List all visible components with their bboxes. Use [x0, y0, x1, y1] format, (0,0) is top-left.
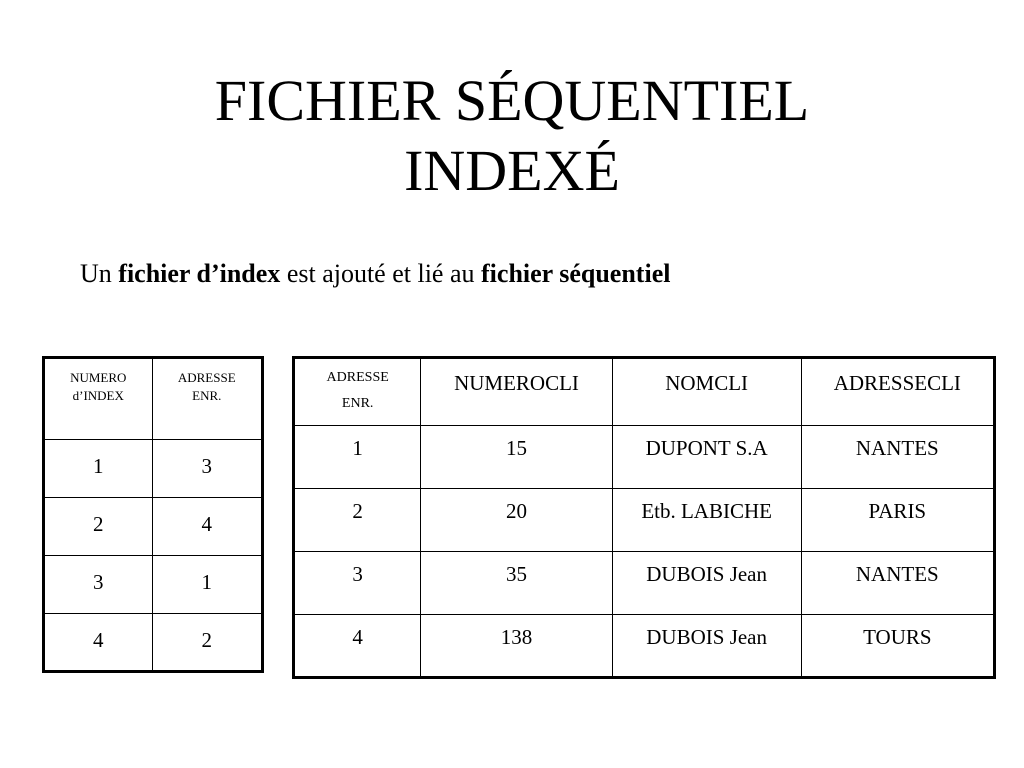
- page-title: [0, 66, 1024, 206]
- table-cell: NANTES: [801, 552, 994, 615]
- table-cell: 3: [44, 556, 153, 614]
- table-cell: NANTES: [801, 426, 994, 489]
- table-row: [294, 426, 995, 489]
- title-line-2: INDEXÉ: [404, 138, 620, 203]
- table-cell: 4: [44, 614, 153, 672]
- table-cell: PARIS: [801, 489, 994, 552]
- subtitle-text-2: est ajouté et lié au: [280, 259, 482, 288]
- table-row: [294, 615, 995, 678]
- header-line: ADRESSE: [177, 370, 236, 385]
- table-cell: 4: [152, 498, 263, 556]
- subtitle-bold-1: fichier d’index: [118, 259, 281, 288]
- index-header-adresse: [152, 358, 263, 440]
- index-table-header-row: [44, 358, 263, 440]
- data-header-nomcli: NOMCLI: [612, 358, 801, 426]
- table-cell: TOURS: [801, 615, 994, 678]
- table-cell: 138: [421, 615, 612, 678]
- table-cell: 2: [152, 614, 263, 672]
- table-cell: DUPONT S.A: [612, 426, 801, 489]
- table-cell: 3: [152, 440, 263, 498]
- table-cell: Etb. LABICHE: [612, 489, 801, 552]
- table-cell: 2: [294, 489, 421, 552]
- table-row: [294, 489, 995, 552]
- header-line: ENR.: [341, 396, 374, 411]
- header-line: ENR.: [192, 388, 222, 403]
- table-row: [294, 552, 995, 615]
- table-cell: 15: [421, 426, 612, 489]
- header-line: NUMERO: [70, 370, 127, 385]
- table-cell: 2: [44, 498, 153, 556]
- index-header-numero: [44, 358, 153, 440]
- table-cell: 20: [421, 489, 612, 552]
- subtitle-bold-2: fichier séquentiel: [481, 259, 671, 288]
- table-cell: DUBOIS Jean: [612, 615, 801, 678]
- table-cell: 1: [44, 440, 153, 498]
- table-row: [44, 440, 263, 498]
- data-table-header-row: [294, 358, 995, 426]
- table-row: [44, 614, 263, 672]
- table-cell: 3: [294, 552, 421, 615]
- subtitle-text-1: Un: [80, 259, 119, 288]
- data-header-adressecli: ADRESSECLI: [801, 358, 994, 426]
- table-cell: 35: [421, 552, 612, 615]
- data-header-numerocli: NUMEROCLI: [421, 358, 612, 426]
- table-cell: 1: [152, 556, 263, 614]
- table-row: [44, 498, 263, 556]
- header-line: ADRESSE: [326, 370, 389, 385]
- header-line: d’INDEX: [72, 388, 124, 403]
- title-line-1: FICHIER SÉQUENTIEL: [214, 68, 810, 133]
- table-cell: 1: [294, 426, 421, 489]
- table-cell: DUBOIS Jean: [612, 552, 801, 615]
- index-table: [42, 356, 264, 673]
- sequential-data-table: [292, 356, 996, 679]
- data-header-adresse: [294, 358, 421, 426]
- table-cell: 4: [294, 615, 421, 678]
- table-row: [44, 556, 263, 614]
- subtitle: [80, 256, 670, 292]
